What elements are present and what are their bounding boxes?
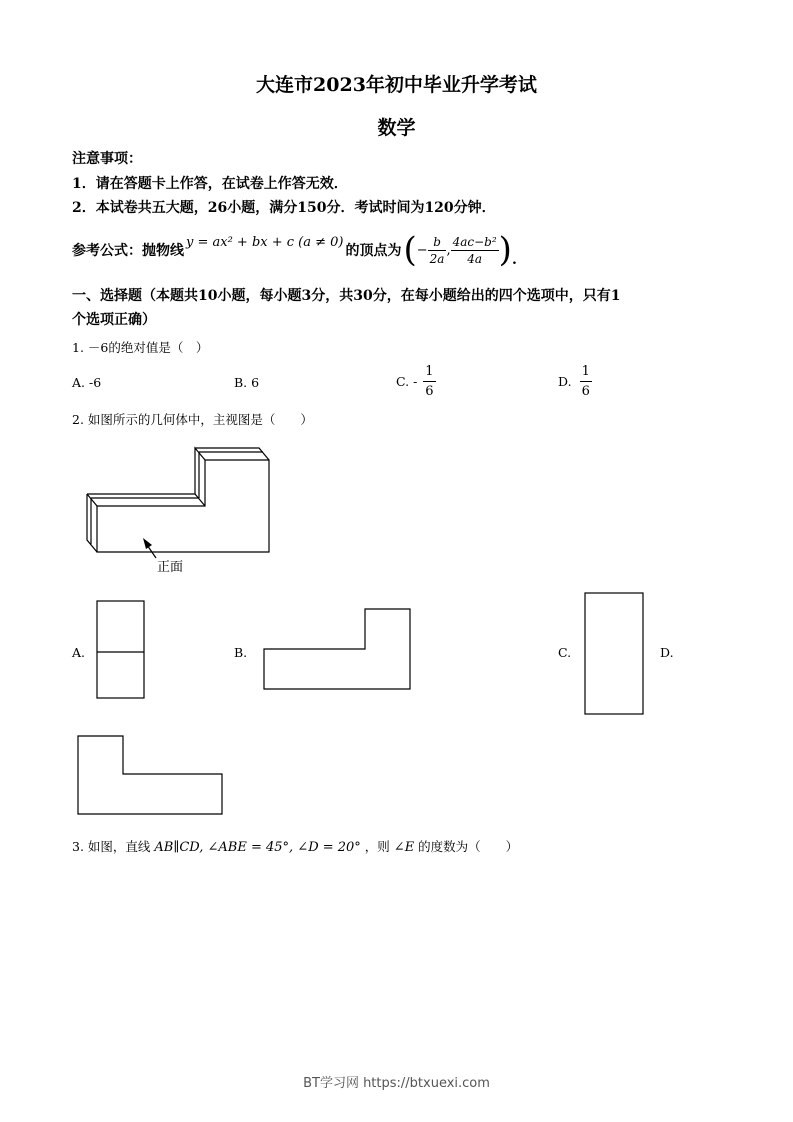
q3-math: AB∥CD, ∠ABE = 45°, ∠D = 20° bbox=[154, 840, 361, 855]
q1-option-d-numerator: 1 bbox=[580, 362, 592, 382]
q1-stem: 1. －6的绝对值是（ ） bbox=[72, 340, 209, 355]
vertex-x-numerator: b bbox=[428, 234, 447, 251]
notes-item-2: 2．本试卷共五大题，26小题，满分150分．考试时间为120分钟． bbox=[72, 200, 496, 216]
option-d-figure bbox=[78, 736, 222, 814]
q1-option-d-prefix: D. bbox=[558, 374, 572, 389]
vertex-x-denominator: 2a bbox=[429, 251, 445, 266]
formula-label: 参考公式：抛物线 bbox=[72, 243, 184, 259]
formula-mid-text: 的顶点为 bbox=[345, 243, 402, 259]
section1-heading-line1: 一、选择题（本题共10小题，每小题3分，共30分，在每小题给出的四个选项中，只有1 bbox=[72, 288, 621, 304]
q3-prefix: 3. 如图，直线 bbox=[72, 839, 151, 854]
option-a-figure bbox=[97, 601, 144, 698]
q1-option-c-denominator: 6 bbox=[425, 384, 434, 399]
q1-option-c-numerator: 1 bbox=[423, 362, 435, 382]
vertex-y-numerator: 4ac−b² bbox=[452, 234, 497, 249]
vertex-left-paren: ( bbox=[403, 230, 417, 270]
q1-option-b: B. 6 bbox=[234, 375, 260, 390]
q1-option-c-prefix: C. - bbox=[396, 374, 418, 389]
q2-option-d-label: D. bbox=[660, 645, 674, 660]
option-b-figure bbox=[264, 609, 410, 689]
exam-title: 大连市2023年初中毕业升学考试 bbox=[256, 74, 537, 96]
q1-option-a: A. -6 bbox=[72, 375, 102, 390]
q3-mid: ，则 bbox=[364, 839, 390, 854]
option-c-figure bbox=[585, 593, 643, 714]
formula-end: . bbox=[511, 252, 517, 268]
subject-title: 数学 bbox=[377, 117, 416, 139]
q3-suffix: 的度数为（ ） bbox=[418, 839, 519, 854]
footer-watermark: BT学习网 https://btxuexi.com bbox=[303, 1076, 490, 1091]
q2-option-b-label: B. bbox=[234, 645, 248, 660]
vertex-minus-sign: − bbox=[416, 242, 428, 258]
formula-expression: y = ax² + bx + c (a ≠ 0) bbox=[186, 234, 344, 250]
q2-option-a-label: A. bbox=[72, 645, 86, 660]
notes-heading: 注意事项： bbox=[72, 151, 142, 167]
q1-option-d-denominator: 6 bbox=[581, 384, 590, 399]
q3-stem bbox=[72, 837, 518, 855]
q3-angle: ∠E bbox=[393, 840, 415, 855]
vertex-comma: , bbox=[446, 242, 451, 258]
q2-stem: 2. 如图所示的几何体中，主视图是（ ） bbox=[72, 412, 313, 427]
notes-item-1: 1．请在答题卡上作答，在试卷上作答无效． bbox=[72, 176, 348, 192]
q2-option-c-label: C. bbox=[558, 645, 572, 660]
vertex-right-paren: ) bbox=[498, 230, 512, 270]
front-label: 正面 bbox=[157, 560, 184, 575]
section1-heading-line2: 个选项正确） bbox=[72, 312, 156, 328]
vertex-y-denominator: 4a bbox=[467, 251, 483, 266]
